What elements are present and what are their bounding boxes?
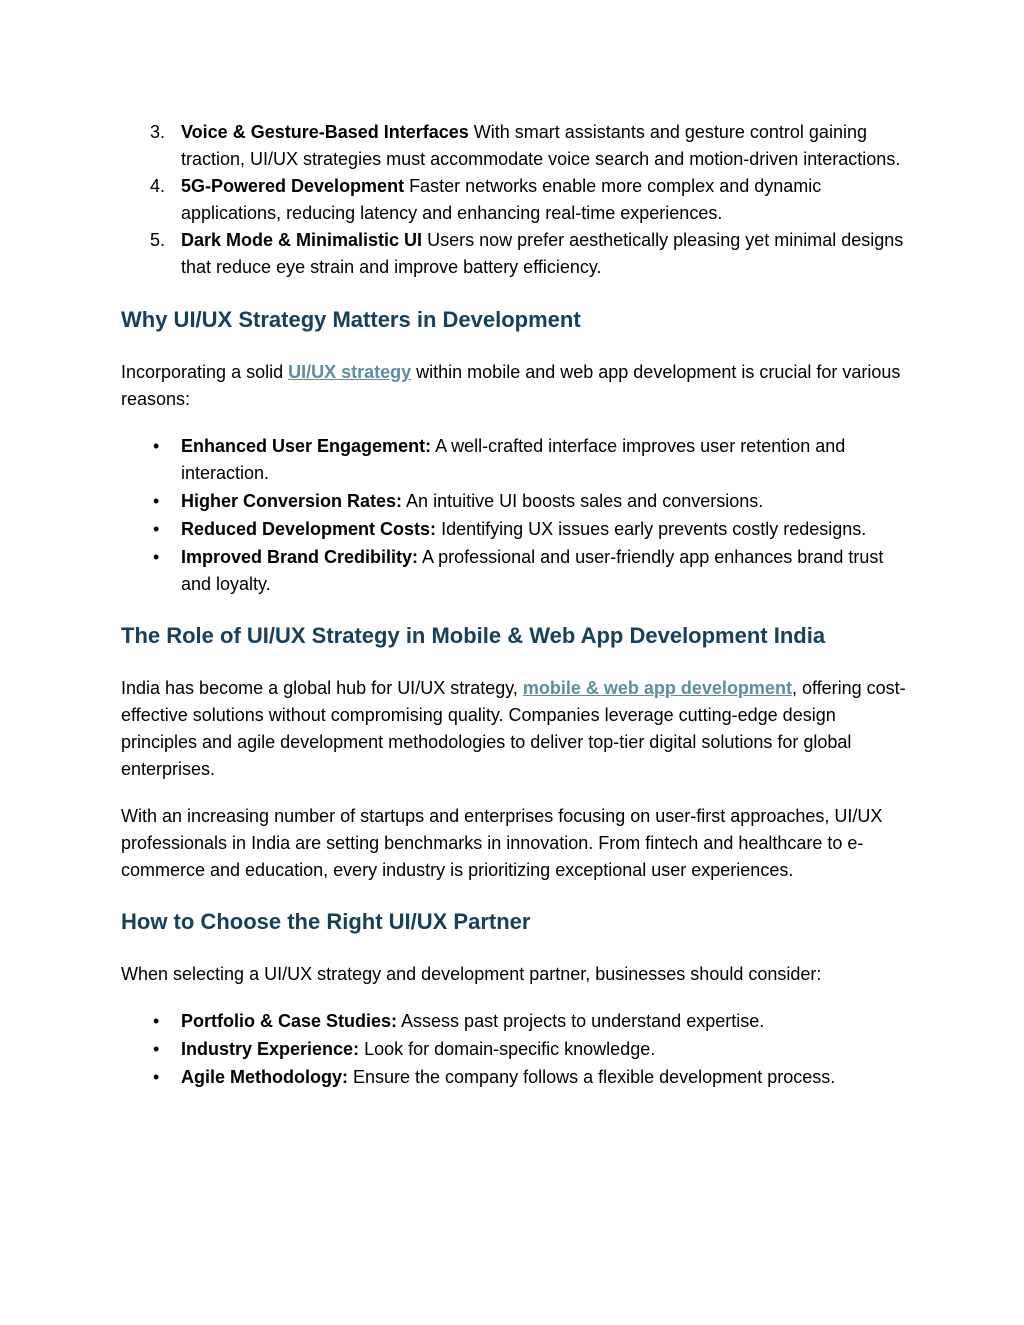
section-intro: When selecting a UI/UX strategy and development partner, businesses should consider:: [121, 964, 822, 984]
list-item: [121, 1036, 909, 1063]
section-heading: Why UI/UX Strategy Matters in Development: [121, 307, 581, 332]
bullet-icon: •: [153, 1067, 160, 1087]
item-text: Ensure the company follows a flexible development process.: [347, 1067, 836, 1087]
item-text: Users now prefer aesthetically pleasing yet minimal designs that reduce eye strain and improve battery efficiency.: [181, 230, 904, 277]
paragraph: With an increasing number of startups and enterprises focusing on user-first approaches, UI/UX professionals in India are setting benchmarks in innovation. From fintech and healthcare to e-commerce and education, every industry is prioritizing exceptional user experiences.: [121, 806, 883, 880]
list-item: [121, 544, 909, 598]
paragraph: [121, 675, 909, 783]
item-title: Voice & Gesture-Based Interfaces: [181, 122, 469, 142]
item-text: Look for domain-specific knowledge.: [359, 1039, 656, 1059]
bullet-icon: •: [153, 519, 160, 539]
list-item: [121, 488, 909, 515]
list-item: [121, 1064, 909, 1091]
bullet-list: [121, 1008, 909, 1091]
item-text: Faster networks enable more complex and dynamic applications, reducing latency and enhancing real-time experiences.: [181, 176, 822, 223]
bullet-icon: •: [153, 436, 160, 456]
item-text: A well-crafted interface improves user retention and interaction.: [181, 436, 846, 483]
section-intro: [121, 359, 909, 413]
item-text: Identifying UX issues early prevents costly redesigns.: [436, 519, 867, 539]
item-title: Enhanced User Engagement:: [181, 436, 432, 456]
list-item: [121, 516, 909, 543]
item-title: 5G-Powered Development: [181, 176, 405, 196]
item-title: Dark Mode & Minimalistic UI: [181, 230, 423, 250]
intro-text: Incorporating a solid: [121, 362, 289, 382]
section-heading: The Role of UI/UX Strategy in Mobile & Web App Development India: [121, 623, 826, 648]
list-item: [121, 119, 909, 173]
item-title: Industry Experience:: [181, 1039, 360, 1059]
item-title: Portfolio & Case Studies:: [181, 1011, 398, 1031]
intro-text: within mobile and web app development is crucial for various reasons:: [121, 362, 901, 409]
bullet-icon: •: [153, 491, 160, 511]
bullet-list: [121, 433, 909, 598]
item-text: With smart assistants and gesture control gaining traction, UI/UX strategies must accommodate voice search and motion-driven interactions.: [181, 122, 901, 169]
list-item: [121, 433, 909, 487]
item-title: Improved Brand Credibility:: [181, 547, 419, 567]
item-text: Assess past projects to understand expertise.: [397, 1011, 765, 1031]
item-number: 3.: [150, 122, 166, 142]
list-item: [121, 227, 909, 281]
paragraph-text: India has become a global hub for UI/UX strategy,: [121, 678, 523, 698]
item-title: Reduced Development Costs:: [181, 519, 437, 539]
section-heading: How to Choose the Right UI/UX Partner: [121, 909, 531, 934]
bullet-icon: •: [153, 547, 160, 567]
item-text: An intuitive UI boosts sales and conversions.: [402, 491, 764, 511]
list-item: [121, 1008, 909, 1035]
list-item: [121, 173, 909, 227]
item-title: Agile Methodology:: [181, 1067, 348, 1087]
mobile-web-app-development-link[interactable]: mobile & web app development: [522, 678, 792, 698]
bullet-icon: •: [153, 1011, 160, 1031]
item-number: 4.: [150, 176, 166, 196]
numbered-list: [121, 119, 909, 281]
paragraph-text: , offering cost-effective solutions without compromising quality. Companies leverage cutting-edge design principles and agile development methodologies to deliver top-tier digital solutions for global enterprises.: [121, 678, 906, 779]
item-number: 5.: [150, 230, 166, 250]
ui-ux-strategy-link[interactable]: UI/UX strategy: [288, 362, 412, 382]
item-title: Higher Conversion Rates:: [181, 491, 403, 511]
item-text: A professional and user-friendly app enhances brand trust and loyalty.: [181, 547, 884, 594]
bullet-icon: •: [153, 1039, 160, 1059]
